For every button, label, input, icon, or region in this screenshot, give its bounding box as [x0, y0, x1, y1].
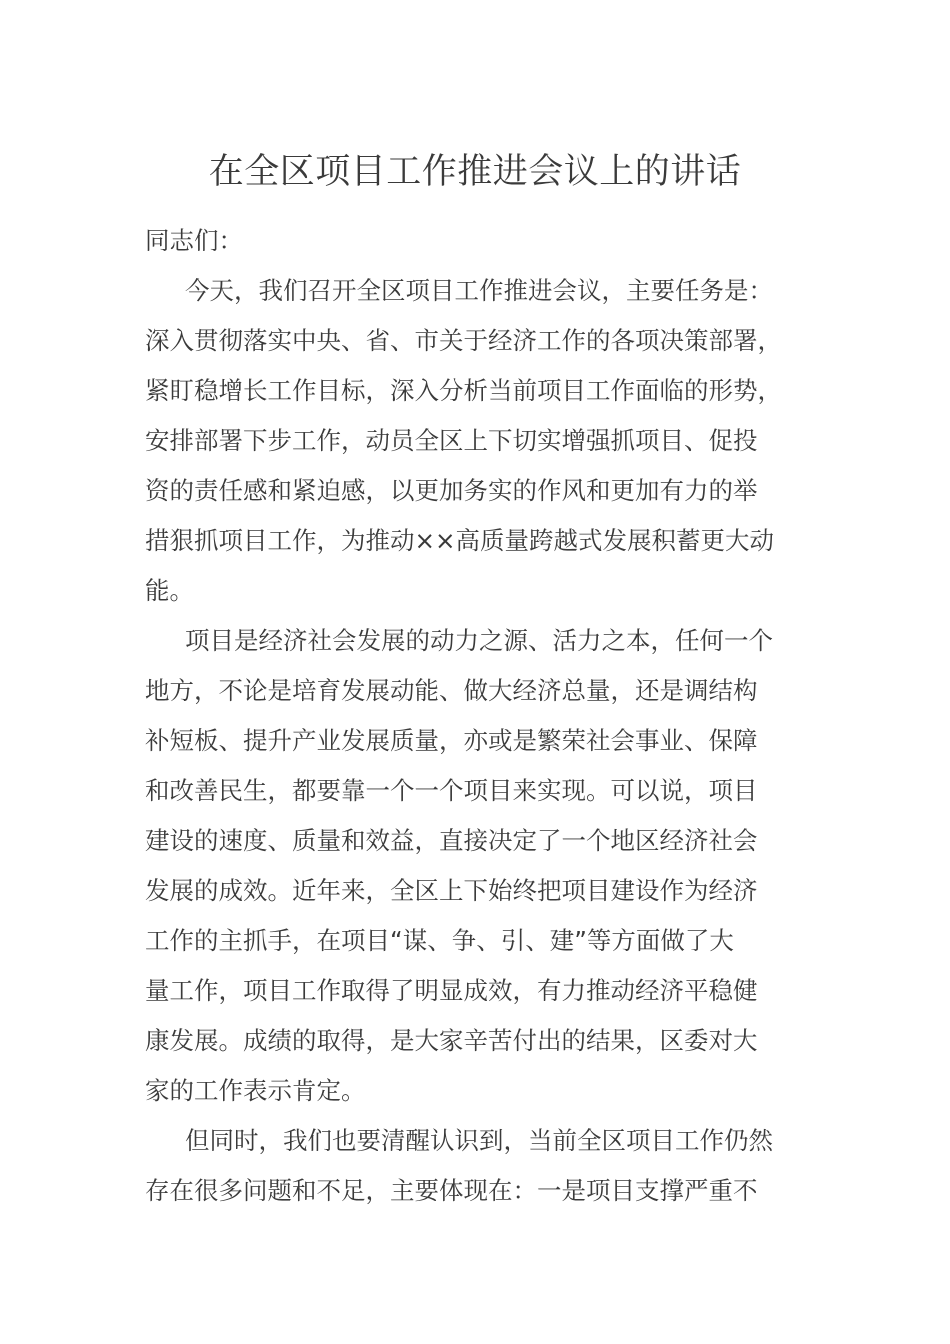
paragraph-line: 家的工作表示肯定。	[145, 1076, 366, 1105]
paragraph-line: 和改善民生，都要靠一个一个项目来实现。可以说，项目	[145, 776, 758, 805]
paragraph-line: 但同时，我们也要清醒认识到，当前全区项目工作仍然	[185, 1126, 773, 1155]
paragraph-line: 地方，不论是培育发展动能、做大经济总量，还是调结构	[145, 676, 758, 705]
paragraph-2	[145, 616, 810, 1116]
paragraph-line: 措狠抓项目工作，为推动××高质量跨越式发展积蓄更大动	[145, 526, 775, 555]
paragraph-line: 今天，我们召开全区项目工作推进会议，主要任务是：	[185, 276, 773, 305]
paragraph-3	[145, 1116, 810, 1216]
paragraph-line: 发展的成效。近年来，全区上下始终把项目建设作为经济	[145, 876, 758, 905]
paragraph-line: 工作的主抓手，在项目“谋、争、引、建”等方面做了大	[145, 926, 734, 955]
document-title: 在全区项目工作推进会议上的讲话	[208, 152, 742, 192]
paragraph-line: 安排部署下步工作，动员全区上下切实增强抓项目、促投	[145, 426, 758, 455]
paragraph-line: 量工作，项目工作取得了明显成效，有力推动经济平稳健	[145, 976, 758, 1005]
paragraph-line: 紧盯稳增长工作目标，深入分析当前项目工作面临的形势，	[145, 376, 782, 405]
paragraph-1	[145, 266, 810, 616]
paragraph-line: 深入贯彻落实中央、省、市关于经济工作的各项决策部署，	[145, 326, 782, 355]
document-body	[145, 216, 810, 1216]
paragraph-line: 康发展。成绩的取得，是大家辛苦付出的结果，区委对大	[145, 1026, 758, 1055]
paragraph-line: 资的责任感和紧迫感，以更加务实的作风和更加有力的举	[145, 476, 758, 505]
paragraph-line: 能。	[145, 576, 194, 605]
paragraph-line: 项目是经济社会发展的动力之源、活力之本，任何一个	[185, 626, 773, 655]
greeting: 同志们：	[145, 226, 243, 255]
paragraph-line: 存在很多问题和不足，主要体现在：一是项目支撑严重不	[145, 1176, 758, 1205]
paragraph-line: 补短板、提升产业发展质量，亦或是繁荣社会事业、保障	[145, 726, 758, 755]
paragraph-line: 建设的速度、质量和效益，直接决定了一个地区经济社会	[145, 826, 758, 855]
